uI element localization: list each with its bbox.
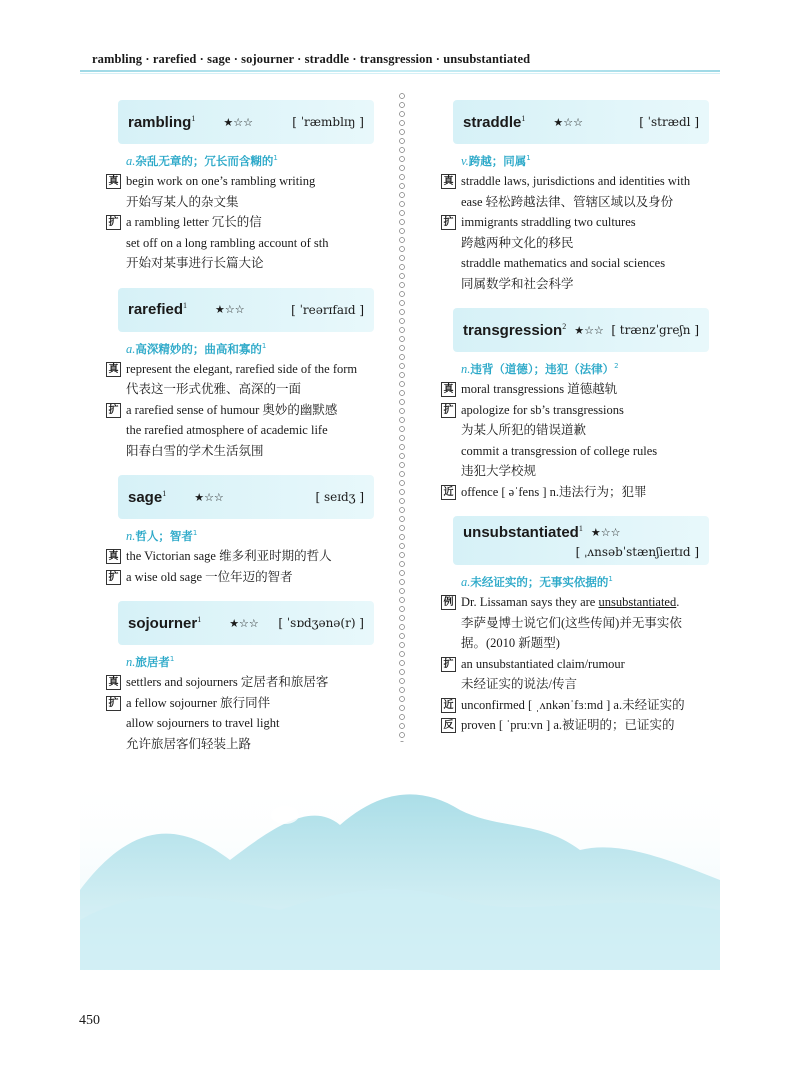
label-tag-icon: 真: [106, 362, 121, 377]
example-line: [441, 233, 709, 254]
sense-sup: 1: [273, 154, 278, 163]
example-line: [441, 379, 709, 400]
example-line: [441, 613, 709, 634]
headword: rambling$^1$: [128, 113, 196, 131]
example-line: [441, 171, 709, 192]
example-text: 为某人所犯的错误道歉: [461, 423, 587, 437]
sense-text: 未经证实的；无事实依据的: [470, 575, 609, 589]
label-tag-icon: 近: [441, 485, 456, 500]
sense-line: [126, 341, 374, 357]
example-text: a wise old sage 一位年迈的智者: [126, 569, 293, 584]
label-tag-icon: 近: [441, 698, 456, 713]
running-header: rambling · rarefied · sage · sojourner · straddle · transgression · unsubstantiated: [92, 52, 531, 66]
frequency-sup: 1: [521, 113, 526, 123]
headword-box: [118, 601, 374, 645]
headword: sojourner$^1$: [128, 614, 202, 632]
entry-sojourner: [106, 601, 374, 754]
label-tag-icon: 扩: [106, 696, 121, 711]
example-line: [106, 713, 374, 734]
frequency-sup: 1: [162, 488, 167, 498]
example-line: [441, 274, 709, 295]
example-line: [441, 441, 709, 462]
sense-text: 高深精妙的；曲高和寡的: [135, 341, 262, 356]
example-line: [441, 461, 709, 482]
phonetic: [ ˈstrædl ]: [639, 115, 699, 129]
label-tag-icon: 扩: [106, 570, 121, 585]
frequency-sup: 1: [191, 113, 196, 123]
star-rating: ★☆☆: [223, 115, 253, 129]
star-rating: ★☆☆: [194, 490, 224, 504]
example-line: [106, 693, 374, 714]
frequency-sup: 2: [562, 321, 567, 331]
example-line: [106, 734, 374, 755]
headword: straddle$^1$: [463, 113, 526, 131]
example-line: [106, 400, 374, 421]
headword: rarefied$^1$: [128, 301, 188, 318]
column-divider: [397, 92, 407, 742]
entry-unsubstantiated: [441, 516, 709, 736]
entry-sage: [106, 475, 374, 587]
example-text: unconfirmed [ ˌʌnkənˈfɜːmd ] a.未经证实的: [461, 697, 685, 712]
label-tag-icon: 扩: [106, 403, 121, 418]
sense-text: 跨越；同属: [468, 154, 527, 168]
frequency-sup: 1: [578, 524, 583, 533]
example-line: [441, 674, 709, 695]
label-tag-icon: 真: [106, 549, 121, 564]
example-text: 阳春白雪的学术生活氛围: [126, 443, 264, 458]
part-of-speech: n.: [461, 362, 471, 376]
sense-line: [461, 574, 709, 590]
label-tag-icon: 例: [441, 595, 456, 610]
headword-box: [453, 516, 709, 565]
sense-line: [461, 361, 709, 377]
example-line: [106, 441, 374, 462]
part-of-speech: a.: [126, 154, 136, 168]
phonetic: [ ˈsɒdʒənə(r) ]: [278, 616, 364, 630]
sense-line: [126, 528, 374, 544]
label-tag-icon: 反: [441, 718, 456, 733]
part-of-speech: v.: [461, 154, 469, 168]
example-line: [106, 253, 374, 274]
example-line: [441, 654, 709, 675]
example-text: the rarefied atmosphere of academic life: [126, 423, 328, 437]
example-text: moral transgressions 道德越轨: [461, 382, 618, 396]
example-text: 开始写某人的杂文集: [126, 194, 239, 209]
example-line: [441, 192, 709, 213]
sense-sup: 2: [614, 362, 619, 371]
entry-straddle: [441, 100, 709, 294]
example-line: [106, 192, 374, 213]
example-line: [441, 212, 709, 233]
example-text: a fellow sojourner 旅行同伴: [126, 695, 271, 710]
headword-box: [118, 100, 374, 144]
sense-text: 违背（道德）；违犯（法律）: [470, 362, 615, 376]
frequency-sup: 1: [197, 614, 202, 624]
entry-rarefied: [106, 288, 374, 462]
sense-sup: 1: [169, 655, 175, 664]
right-column: [441, 100, 709, 750]
header-rule-thin: [80, 73, 720, 74]
label-tag-icon: 扩: [441, 403, 456, 418]
headword-box: [118, 288, 374, 332]
example-line: [106, 379, 374, 400]
example-text: set off on a long rambling account of sth: [126, 235, 329, 250]
example-line: [441, 633, 709, 654]
headword: transgression$^2$: [463, 321, 567, 339]
example-line: [106, 420, 374, 441]
example-text: 李萨曼博士说它们(这些传闻)并无事实依: [461, 615, 682, 630]
header-rule: [80, 70, 720, 72]
part-of-speech: n.: [126, 655, 136, 669]
example-text: settlers and sojourners 定居者和旅居客: [126, 675, 329, 689]
phonetic: [ trænzˈgreʃn ]: [611, 323, 699, 337]
sense-text: 杂乱无章的；冗长而含糊的: [135, 154, 274, 168]
entry-rambling: [106, 100, 374, 274]
example-text: offence [ əˈfens ] n.违法行为；犯罪: [461, 484, 647, 499]
example-line: [441, 253, 709, 274]
label-tag-icon: 扩: [106, 215, 121, 230]
example-text: 据。(2010 新题型): [461, 636, 560, 650]
example-text: the Victorian sage 维多利亚时期的哲人: [126, 549, 332, 563]
sense-line: [461, 153, 709, 169]
sense-sup: 1: [261, 341, 267, 350]
page-number: 450: [79, 1013, 100, 1028]
star-rating: ★☆☆: [553, 115, 583, 129]
left-column: [106, 100, 374, 768]
decorative-landscape: [80, 770, 720, 970]
example-line: [106, 233, 374, 254]
part-of-speech: a.: [461, 575, 471, 589]
entry-transgression: [441, 308, 709, 502]
label-tag-icon: 真: [441, 382, 456, 397]
star-rating: ★☆☆: [590, 526, 621, 539]
label-tag-icon: 扩: [441, 215, 456, 230]
sense-text: 哲人；智者: [135, 529, 193, 543]
phonetic: [ ˈræmblɪŋ ]: [292, 115, 364, 129]
example-text: proven [ ˈpruːvn ] a.被证明的；已证实的: [461, 718, 675, 732]
example-text: 代表这一形式优雅、高深的一面: [126, 382, 302, 396]
example-text: straddle laws, jurisdictions and identities with: [461, 174, 691, 188]
sense-line: [126, 153, 374, 169]
example-text: begin work on one’s rambling writing: [126, 174, 316, 188]
headword: unsubstantiated$^1$: [463, 524, 583, 541]
example-text: represent the elegant, rarefied side of the form: [126, 361, 358, 376]
star-rating: ★☆☆: [229, 616, 259, 630]
example-text: a rarefied sense of humour 奥妙的幽默感: [126, 402, 338, 417]
label-tag-icon: 扩: [441, 657, 456, 672]
phonetic: [ ˈreərɪfaɪd ]: [291, 302, 364, 317]
sense-sup: 1: [608, 575, 613, 584]
phonetic: [ ˌʌnsəbˈstænʃieɪtɪd ]: [575, 545, 699, 559]
example-line: [441, 592, 709, 613]
example-line: [106, 567, 374, 588]
example-line: [441, 420, 709, 441]
label-tag-icon: 真: [106, 174, 121, 189]
part-of-speech: a.: [126, 341, 136, 356]
example-line: [441, 695, 709, 716]
example-text: a rambling letter 冗长的信: [126, 215, 262, 229]
label-tag-icon: 真: [106, 675, 121, 690]
label-tag-icon: 真: [441, 174, 456, 189]
frequency-sup: 1: [183, 301, 188, 310]
example-text: allow sojourners to travel light: [126, 716, 280, 730]
example-text: ease 轻松跨越法律、管辖区域以及身份: [461, 194, 674, 209]
example-text: 开始对某事进行长篇大论: [126, 256, 264, 270]
example-line: [106, 212, 374, 233]
sense-sup: 1: [192, 529, 198, 538]
headword-box: [118, 475, 374, 519]
example-line: [106, 359, 374, 380]
example-text: immigrants straddling two cultures: [461, 215, 636, 229]
headword: sage$^1$: [128, 488, 167, 506]
example-line: [441, 482, 709, 503]
headword-box: [453, 100, 709, 144]
example-line: [106, 546, 374, 567]
star-rating: ★☆☆: [574, 323, 604, 337]
sense-text: 旅居者: [135, 655, 170, 669]
example-text: apologize for sb’s transgressions: [461, 402, 624, 417]
example-text: 允许旅居客们轻装上路: [126, 736, 252, 751]
headword-box: [453, 308, 709, 352]
example-text: 跨越两种文化的移民: [461, 235, 574, 250]
example-text: 违犯大学校规: [461, 464, 537, 478]
star-rating: ★☆☆: [215, 303, 245, 316]
example-text: Dr. Lissaman says they are unsubstantiated.: [461, 595, 680, 609]
underlined-word: unsubstantiated: [598, 595, 677, 609]
example-text: 同属数学和社会科学: [461, 276, 574, 291]
part-of-speech: n.: [126, 529, 136, 543]
example-text: straddle mathematics and social sciences: [461, 256, 666, 270]
example-text: 未经证实的说法/传言: [461, 677, 577, 691]
example-line: [106, 171, 374, 192]
example-text: an unsubstantiated claim/rumour: [461, 656, 625, 671]
example-line: [106, 672, 374, 693]
sense-line: [126, 654, 374, 670]
example-text: commit a transgression of college rules: [461, 443, 658, 458]
sense-sup: 1: [526, 154, 531, 163]
example-line: [441, 715, 709, 736]
example-line: [441, 400, 709, 421]
phonetic: [ seɪdʒ ]: [315, 490, 364, 504]
